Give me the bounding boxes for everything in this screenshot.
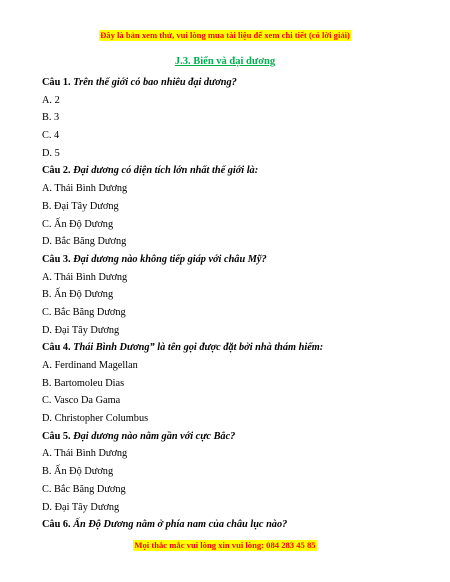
answer-option: D. Đại Tây Dương — [42, 501, 120, 513]
question-number: Câu 3. — [42, 253, 71, 265]
answer-option: B. Ấn Độ Dương — [42, 466, 114, 478]
answer-option: D. 5 — [42, 147, 60, 159]
question-text: Ấn Độ Dương nằm ở phía nam của châu lục nào? — [73, 519, 288, 531]
question-6 — [42, 516, 422, 534]
answer-option: B. 3 — [42, 112, 60, 124]
footer-notice-wrap — [0, 535, 450, 553]
answer-option: C. Ấn Độ Dương — [42, 218, 114, 230]
question-text: Đại dương có diện tích lớn nhất thế giới là: — [73, 165, 259, 177]
question-text: Đại dương nào nằm gần với cực Bắc? — [73, 430, 236, 442]
question-1 — [42, 74, 422, 92]
question-5 — [42, 428, 422, 446]
answer-option: B. Đại Tây Dương — [42, 200, 119, 212]
answer-option: B. Bartomoleu Dias — [42, 377, 125, 389]
question-text: Thái Bình Dương” là tên gọi được đặt bởi nhà thám hiểm: — [73, 342, 324, 354]
question-number: Câu 6. — [42, 519, 71, 531]
question-number: Câu 2. — [42, 165, 71, 177]
question-number: Câu 1. — [42, 77, 71, 88]
question-3 — [42, 251, 422, 269]
question-text: Trên thế giới có bao nhiêu đại dương? — [73, 77, 237, 88]
question-2 — [42, 162, 422, 180]
header-notice: Đây là bản xem thử, vui lòng mua tài liệu để xem chi tiết (có lời giải) — [100, 30, 350, 40]
answer-option: C. Bắc Băng Dương — [42, 306, 126, 318]
question-number: Câu 4. — [42, 342, 71, 354]
answer-option: C. Bắc Băng Dương — [42, 483, 126, 495]
answer-option: C. 4 — [42, 130, 60, 142]
question-text: Đại dương nào không tiếp giáp với châu Mỹ? — [73, 253, 267, 265]
answer-option: D. Đại Tây Dương — [42, 324, 120, 336]
question-number: Câu 5. — [42, 430, 71, 442]
question-list — [42, 74, 422, 534]
answer-option: C. Vasco Da Gama — [42, 395, 121, 407]
answer-option: A. Ferdinand Magellan — [42, 360, 138, 371]
section-title: J.3. Biển và đại dương — [174, 56, 276, 67]
answer-option: A. Thái Bình Dương — [42, 183, 128, 195]
header-notice-wrap — [0, 25, 450, 43]
answer-option: B. Ấn Độ Dương — [42, 289, 114, 301]
footer-notice: Mọi thắc mắc vui lòng xin vui lòng: 084 283 45 85 — [134, 540, 316, 550]
answer-option: A. Thái Bình Dương — [42, 448, 128, 460]
answer-option: D. Christopher Columbus — [42, 413, 149, 425]
answer-option: A. 2 — [42, 94, 60, 106]
question-4 — [42, 339, 422, 357]
answer-option: A. Thái Bình Dương — [42, 271, 128, 283]
answer-option: D. Bắc Băng Dương — [42, 236, 127, 248]
